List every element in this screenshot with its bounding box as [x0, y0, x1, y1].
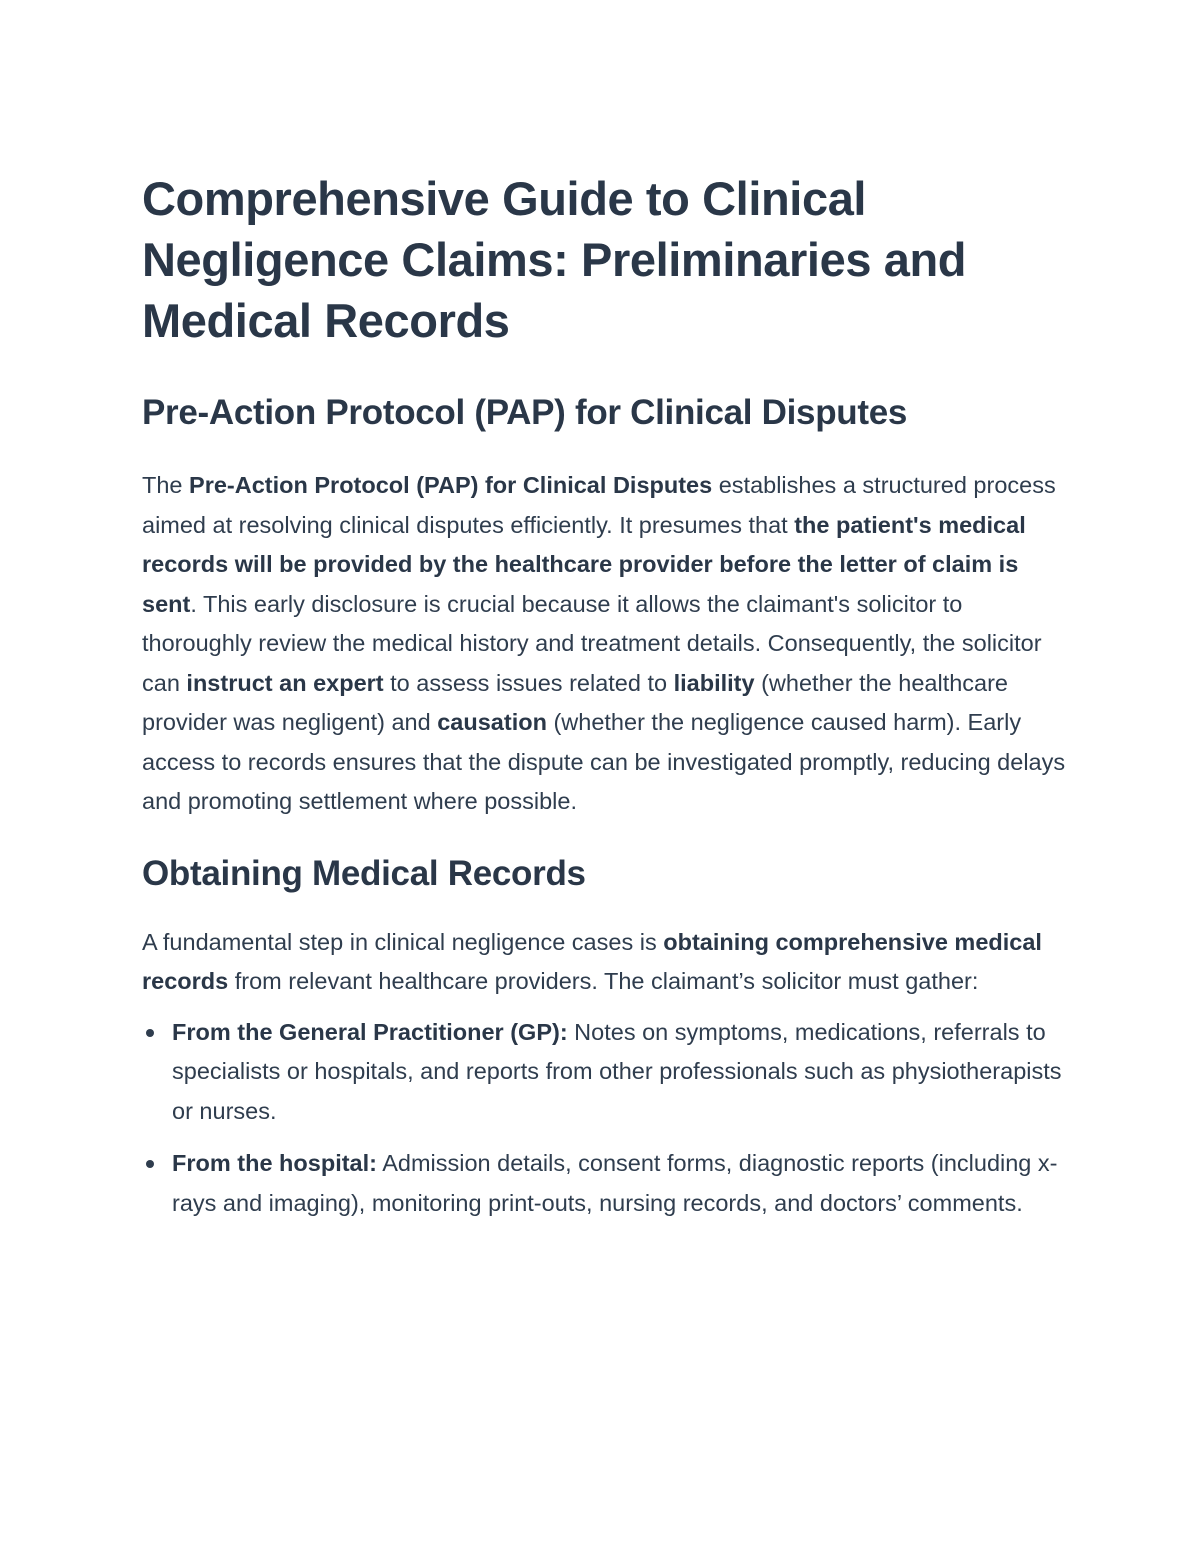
pap-text-2: establishes a structured process aimed at resolving clinical disputes efficiently. It presumes that: [142, 472, 1056, 538]
list-item-label: From the General Practitioner (GP):: [172, 1018, 568, 1045]
document-page: [142, 168, 1067, 1236]
pap-text-5: (whether the healthcare provider was negligent) and: [142, 669, 1009, 735]
list-item: [142, 1013, 1067, 1132]
pap-bold-protocol: Pre-Action Protocol (PAP) for Clinical Disputes: [189, 472, 713, 498]
pap-bold-records: the patient's medical records will be provided by the healthcare provider before the letter of claim is sent: [142, 511, 1026, 617]
pap-text-4: to assess issues related to: [383, 669, 674, 696]
pap-text-1: The: [142, 472, 190, 498]
bullet-icon: [146, 1029, 154, 1037]
list-item: [142, 1144, 1067, 1223]
document-title: Comprehensive Guide to Clinical Negligence Claims: Preliminaries and Medical Records: [142, 172, 967, 347]
records-text-2: from relevant healthcare providers. The claimant’s solicitor must gather:: [228, 968, 979, 994]
bullet-icon: [146, 1160, 154, 1168]
pap-text-6: (whether the negligence caused harm). Early access to records ensures that the dispute can be investigated promptly, reducing delays and promoting settlement where possible.: [142, 709, 1066, 814]
records-text-1: A fundamental step in clinical negligence cases is: [142, 928, 664, 955]
records-paragraph: [142, 923, 1067, 1002]
list-item-text: Notes on symptoms, medications, referrals to specialists or hospitals, and reports from other professionals such as physiotherapists or nurses.: [172, 1018, 1062, 1124]
records-list: [142, 1013, 1067, 1224]
records-bold-obtaining: obtaining comprehensive medical records: [142, 928, 1042, 994]
pap-bold-causation: causation: [437, 709, 547, 735]
pap-text-3: . This early disclosure is crucial because it allows the claimant's solicitor to thoroughly review the medical history and treatment details. Consequently, the solicitor can: [142, 590, 1042, 696]
section-heading-records: Obtaining Medical Records: [142, 853, 586, 893]
pap-bold-expert: instruct an expert: [186, 669, 384, 696]
pap-paragraph: [142, 466, 1067, 822]
pap-bold-liability: liability: [673, 669, 755, 696]
list-item-text: Admission details, consent forms, diagnostic reports (including x-rays and imaging), monitoring print-outs, nursing records, and doctors’ comments.: [172, 1150, 1058, 1216]
section-heading-pap: Pre-Action Protocol (PAP) for Clinical Disputes: [142, 393, 908, 432]
list-item-label: From the hospital:: [172, 1150, 377, 1176]
